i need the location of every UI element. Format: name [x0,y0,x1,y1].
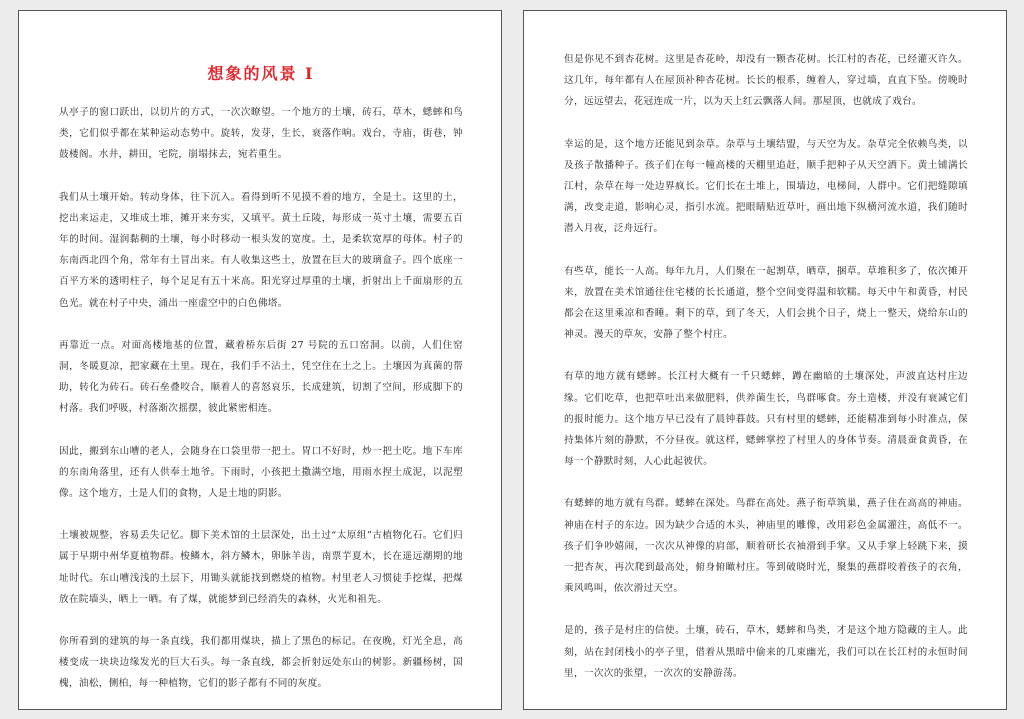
paragraph: 从亭子的窗口跃出，以切片的方式，一次次瞭望。一个地方的土壤，砖石，草木，蟋蟀和鸟类，它们似乎都在某种运动态势中。旋转，发芽，生长，衰落作响。戏台，寺庙，街巷，钟鼓楼阁。水井，耕田，宅院，崩塌抹去，宛若重生。 [59,107,463,161]
paragraph: 我们从土壤开始。转动身体，往下沉入。看得到听不见摸不着的地方，全是土。这里的土，挖出来运走，又堆成土堆，摊开来夯实，又填平。黄土丘陵，每形成一英寸土壤，需要五百年的时间。湿润黏稠的土壤，每小时移动一根头发的宽度。土，是柔软宽厚的母体。村子的东南西北四个角，常年有土冒出来。有人收集这些土，放置在巨大的玻璃盒子。四个底座一百平方米的透明柱子，每个足足有五十米高。阳光穿过厚重的土壤，折射出上千面扇形的五色光。就在村子中央，涌出一座虚空中的白色佛塔。 [59,191,463,309]
paragraph: 你所看到的建筑的每一条直线，我们都用煤块，描上了黑色的标记。在夜晚，灯光全息，高楼变成一块块边缘发光的巨大石头。每一条直线，都会折射远处东山的树影。新疆杨树，国槐，油松，侧柏，每一种植物，它们的影子都有不同的灰度。 [59,636,463,690]
paragraph: 再靠近一点。对面高楼地基的位置，藏着桥东后街 27 号院的五口窑洞。以前，人们住窑洞，冬暖夏凉，把家藏在土里。现在，我们手不沾土，凭空住在土之上。土壤因为真菌的帮助，转化为砖石。砖石垒叠咬合，顺着人的喜怒哀乐，长成建筑，切割了空间，形成脚下的村落。我们呼吸，村落渐次摇摆，彼此紧密相连。 [59,339,463,415]
page-left-content [59,55,463,710]
paragraph: 幸运的是，这个地方还能见到杂草。杂草与土壤结盟，与天空为友。杂草完全依赖鸟类，以及孩子散播种子。孩子们在每一幢高楼的天棚里追赶，顺手把种子从天空洒下。黄土铺满长江村，杂草在每一处边界疯长。它们长在土堆上，围墙边，电梯间，人群中。它们把缝隙填满，改变走道，影响心灵，指引水流。把眼睛贴近草叶，画出地下纵横河流水道，我们随时潜入月夜，泛舟远行。 [564,138,968,235]
page-right-content [564,49,968,705]
paragraph: 有草的地方就有蟋蟀。长江村大概有一千只蟋蟀，蹲在幽暗的土壤深处，声波直达村庄边缘。它们吃草，也把草吐出来做肥料，供养菌生长，鸟群啄食。夯土造楼，并没有衰减它们的报时能力。这个地方早已没有了晨钟暮鼓。只有村里的蟋蟀，还能精准到每小时准点，保持集体片刻的静默，不分昼夜。就这样，蟋蟀掌控了村里人的身体节奏。清晨蚕食黄昏，在每一个静默时刻，人心此起彼伏。 [564,371,968,468]
paragraph: 因此，搬到东山嘈的老人，会随身在口袋里带一把土。胃口不好时，炒一把土吃。地下车库的东南角落里，还有人供奉土地爷。下雨时，小孩把土撒满空地，用雨水捏土成泥，以泥塑像。这个地方，土是人们的食物，人是土地的阴影。 [59,445,463,500]
paragraph: 有蟋蟀的地方就有鸟群。蟋蟀在深处。鸟群在高处。燕子衔草筑巢，燕子住在高高的神庙。神庙在村子的东边。因为缺少合适的木头，神庙里的雕像，改用彩色金属灌注，高低不一。孩子们争吵嬉闹，一次次从神像的肩部，顺着研长衣袖滑到手掌。又从手掌上轻跳下来，摸一把杏灰，再次爬到最高处，俯身俯瞰村庄。等到破晓时光，聚集的燕群咬着孩子的衣角，乘风鸣叫，依次滑过天空。 [564,498,968,595]
paragraph: 是的，孩子是村庄的信使。土壤，砖石，草木，蟋蟀和鸟类，才是这个地方隐藏的主人。此刻，站在封闭栈小的亭子里，借着从黑暗中偷来的几束幽光，我们可以在长江村的永恒时间里，一次次的张望，一次次的安静游荡。 [564,625,968,679]
paragraph: 土壤被规整，容易丢失记忆。脚下美术馆的土层深处，出土过“太原组”古植物化石。它们归属于早期中州华夏植物群。梭鳞木，斜方鳞木，卵脉羊齿，南票芋夏木，长在遥远潮期的地址时代。东山嘈浅浅的土层下，用锄头就能找到燃烧的植物。村里老人习惯徒手挖煤，把煤放在院墙头，晒上一晒。有了煤，就能梦到已经消失的森林，火光和祖先。 [59,530,463,605]
paragraph: 但是你见不到杏花树。这里是杏花岭，却没有一颗杏花树。长江村的杏花，已经灌灭许久。这几年，每年都有人在屋顶补种杏花树。长长的根系，缠着人，穿过墙，直直下坠。傍晚时分，远远望去，花冠连成一片，以为天上红云飘落人间。那屋顶，也就成了戏台。 [564,54,968,108]
document-page-left [18,10,502,710]
document-page-right [523,10,1007,710]
document-title: 想象的风景 I [207,64,315,83]
paragraph: 有些草，能长一人高。每年九月，人们聚在一起割草，晒草，捆草。草堆积多了，依次摊开来，放置在美术馆通往住宅楼的长长通道，整个空间变得温和软糯。每天中午和黄昏，村民都会在这里乘凉和香睡。剩下的草，到了冬天，人们会挑个日子，烧上一整天，烧给东山的神灵。漫天的草灰，安静了整个村庄。 [564,265,968,341]
